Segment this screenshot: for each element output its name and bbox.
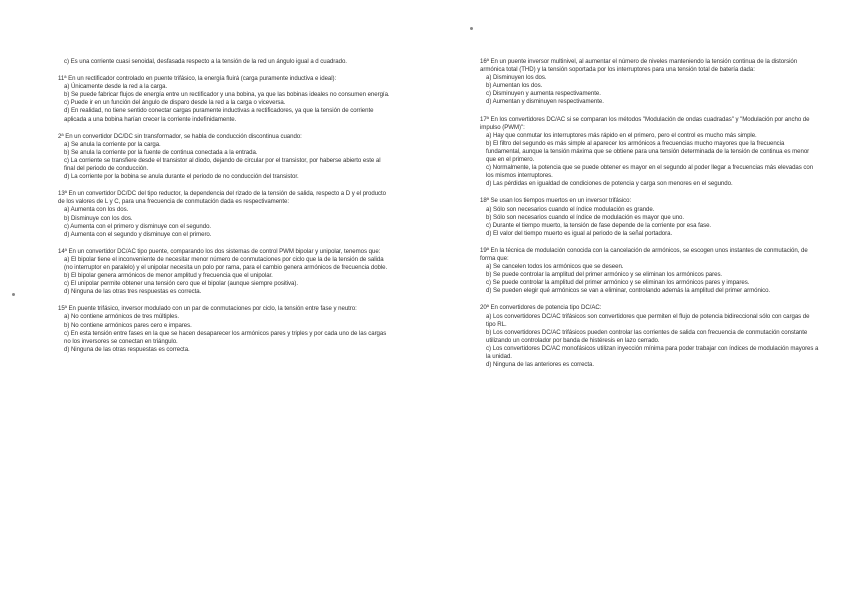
question-stem: 20ª En convertidores de potencia tipo DC/AC: (480, 304, 602, 312)
option-a: a) Los convertidores DC/AC trifásicos son convertidores que permiten el flujo de potencia bidireccional sólo con cargas de tipo RL. (486, 312, 810, 328)
option-d: d) En realidad, no tiene sentido conectar cargas puramente inductivas a rectificadores, ya que la tensión de corriente aplicada a una bobina harían crecer la corriente indefinidamente. (64, 107, 374, 123)
question-stem: 19ª En la técnica de modulación conocida con la cancelación de armónicos, se escogen unos instantes de conmutación, de forma que: (480, 246, 808, 262)
question-16 (480, 58, 820, 107)
option-d: d) El valor del tiempo muerto es igual al periodo de la señal portadora. (486, 229, 673, 237)
option-d: d) Ninguna de las otras tres respuestas es correcta. (64, 288, 202, 296)
option-b: b) Los convertidores DC/AC trifásicos pueden controlar las corrientes de salida con frecuencia de conmutación constante utilizando un controlador por banda de histéresis en lazo cerrado. (486, 328, 808, 344)
question-stem: 18ª Se usan los tiempos muertos en un inversor trifásico: (480, 197, 632, 205)
question-15 (58, 305, 393, 354)
question-stem: 15ª En puente trifásico, inversor modulado con un par de conmutaciones por ciclo, la tensión entre fase y neutro: (58, 305, 357, 313)
question-12 (58, 133, 393, 182)
option-d: d) Las pérdidas en igualdad de condiciones de potencia y carga son menores en el segundo. (486, 180, 733, 188)
option-a: a) Hay que conmutar los interruptores más rápido en el primero, pero el control es mucho más simple. (486, 131, 757, 139)
question-13 (58, 190, 393, 239)
option-b: b) El filtro del segundo es más simple al aparecer los armónicos a frecuencias mucho mayores que la frecuencia fundamental, aunque la tensión máxima que se obtiene para una tensión determinada de la tensión de continua es menor que en el primero. (486, 139, 810, 164)
right-column (480, 58, 820, 378)
option-a: a) Aumenta con los dos. (64, 206, 129, 214)
question-stem: 16ª En un puente inversor multinivel, al aumentar el número de niveles manteniendo la tensión continua de la distorsión armónica total (THD) y la tensión soportada por los interruptores para una tensión total de batería dada: (480, 58, 798, 74)
carryover-option: c) Es una corriente cuasi senoidal, desfasada respecto a la tensión de la red un ángulo igual a d cuadrado. (64, 58, 347, 65)
option-d: d) Aumentan y disminuyen respectivamente. (486, 98, 604, 106)
question-stem: 11ª En un rectificador controlado en puente trifásico, la energía fluirá (carga puramente inductiva e ideal): (58, 75, 337, 83)
question-18 (480, 197, 820, 237)
option-c: c) La corriente se transfiere desde el transistor al diodo, dejando de circular por el transistor, por haberse abierto este al final del periodo de conducción. (64, 156, 381, 173)
question-stem: 17ª En los convertidores DC/AC si se comparan los métodos "Modulación de ondas cuadradas" y "Modulación por ancho de impulso (PWM)": (480, 115, 810, 131)
option-b: b) El bipolar genera armónicos de menor amplitud y frecuencia que el unipolar. (64, 272, 273, 280)
question-stem: 13ª En un convertidor DC/DC del tipo reductor, la dependencia del rizado de la tensión de salida, respecto a D y el producto de los valores de L y C, para una frecuencia de conmutación dada es respectivamente: (58, 190, 387, 206)
question-11 (58, 75, 393, 124)
option-c: c) Disminuyen y aumenta respectivamente. (486, 90, 601, 98)
question-17 (480, 116, 820, 189)
option-c: c) El unipolar permite obtener una tensión cero que el bipolar (aunque siempre positiva). (64, 280, 299, 288)
option-a: a) No contiene armónicos de tres múltiples. (64, 313, 180, 321)
question-stem: 14ª En un convertidor DC/AC tipo puente, comparando los dos sistemas de control PWM bipolar y unipolar, tenemos que: (58, 247, 381, 255)
option-a: a) Sólo son necesarios cuando el índice modulación es grande. (486, 205, 655, 213)
option-d: d) Se pueden elegir qué armónicos se van a eliminar, controlando además la amplitud del primer armónico. (486, 287, 771, 295)
option-b: b) Se anula la corriente por la fuente de continua conectada a la entrada. (64, 148, 258, 156)
option-c: c) Los convertidores DC/AC monofásicos utilizan inyección mínima para poder trabajar con índices de modulación mayores a la unidad. (486, 344, 819, 360)
option-d: d) Aumenta con el segundo y disminuye con el primero. (64, 230, 212, 238)
scan-speck (470, 27, 473, 30)
option-b: b) Se puede controlar la amplitud del primer armónico y se eliminan los armónicos pares. (486, 271, 723, 279)
option-c: c) Puede ir en un función del ángulo de disparo desde la red a la carga o viceversa. (64, 99, 286, 107)
question-19 (480, 247, 820, 296)
option-a: a) Disminuyen los dos. (486, 74, 547, 82)
option-b: b) No contiene armónicos pares cero e impares. (64, 321, 192, 329)
option-b: b) Sólo son necesarios cuando el índice de modulación es mayor que uno. (486, 213, 685, 221)
option-a: a) Únicamente desde la red a la carga. (64, 83, 168, 91)
option-d: d) Ninguna de las anteriores es correcta. (486, 361, 595, 369)
option-b: b) Disminuye con los dos. (64, 214, 133, 222)
scan-speck (12, 293, 15, 296)
option-c: c) Se puede controlar la amplitud del primer armónico y se eliminan los armónicos pares y impares. (486, 279, 750, 287)
option-d: d) La corriente por la bobina se anula durante el periodo de no conducción del transistor. (64, 173, 299, 181)
option-a: a) El bipolar tiene el inconveniente de necesitar menor número de conmutaciones por ciclo que la de la tensión de salida (no interruptor en paralelo) y el unipolar necesita un polo por rama, para el cambio genera armónicos de frecuencia doble. (64, 255, 388, 271)
option-b: b) Aumentan los dos. (486, 82, 543, 90)
option-d: d) Ninguna de las otras respuestas es correcta. (64, 345, 190, 353)
option-c: c) Aumenta con el primero y disminuye con el segundo. (64, 222, 212, 230)
option-b: b) Se puede fabricar flujos de energía entre un rectificador y una bobina, ya que las bobinas ideales no consumen energía. (64, 91, 390, 99)
option-c: c) Durante el tiempo muerto, la tensión de fase depende de la corriente por esa fase. (486, 221, 712, 229)
question-stem: 2ª En un convertidor DC/DC sin transformador, se habla de conducción discontinua cuando: (58, 132, 302, 140)
option-a: a) Se cancelen todos los armónicos que se deseen. (486, 263, 624, 271)
question-20 (480, 304, 820, 369)
left-column (58, 58, 393, 363)
question-14 (58, 248, 393, 297)
option-c: c) Normalmente, la potencia que se puede obtener es mayor en el segundo al poder llegar a frecuencias más elevadas con los mismos interruptores. (486, 164, 814, 180)
option-c: c) En esta tensión entre fases en la que se hacen desaparecer los armónicos pares y triples y por cada uno de las cargas no los inversores se conectan en triángulo. (64, 329, 387, 345)
option-a: a) Se anula la corriente por la carga. (64, 140, 161, 148)
